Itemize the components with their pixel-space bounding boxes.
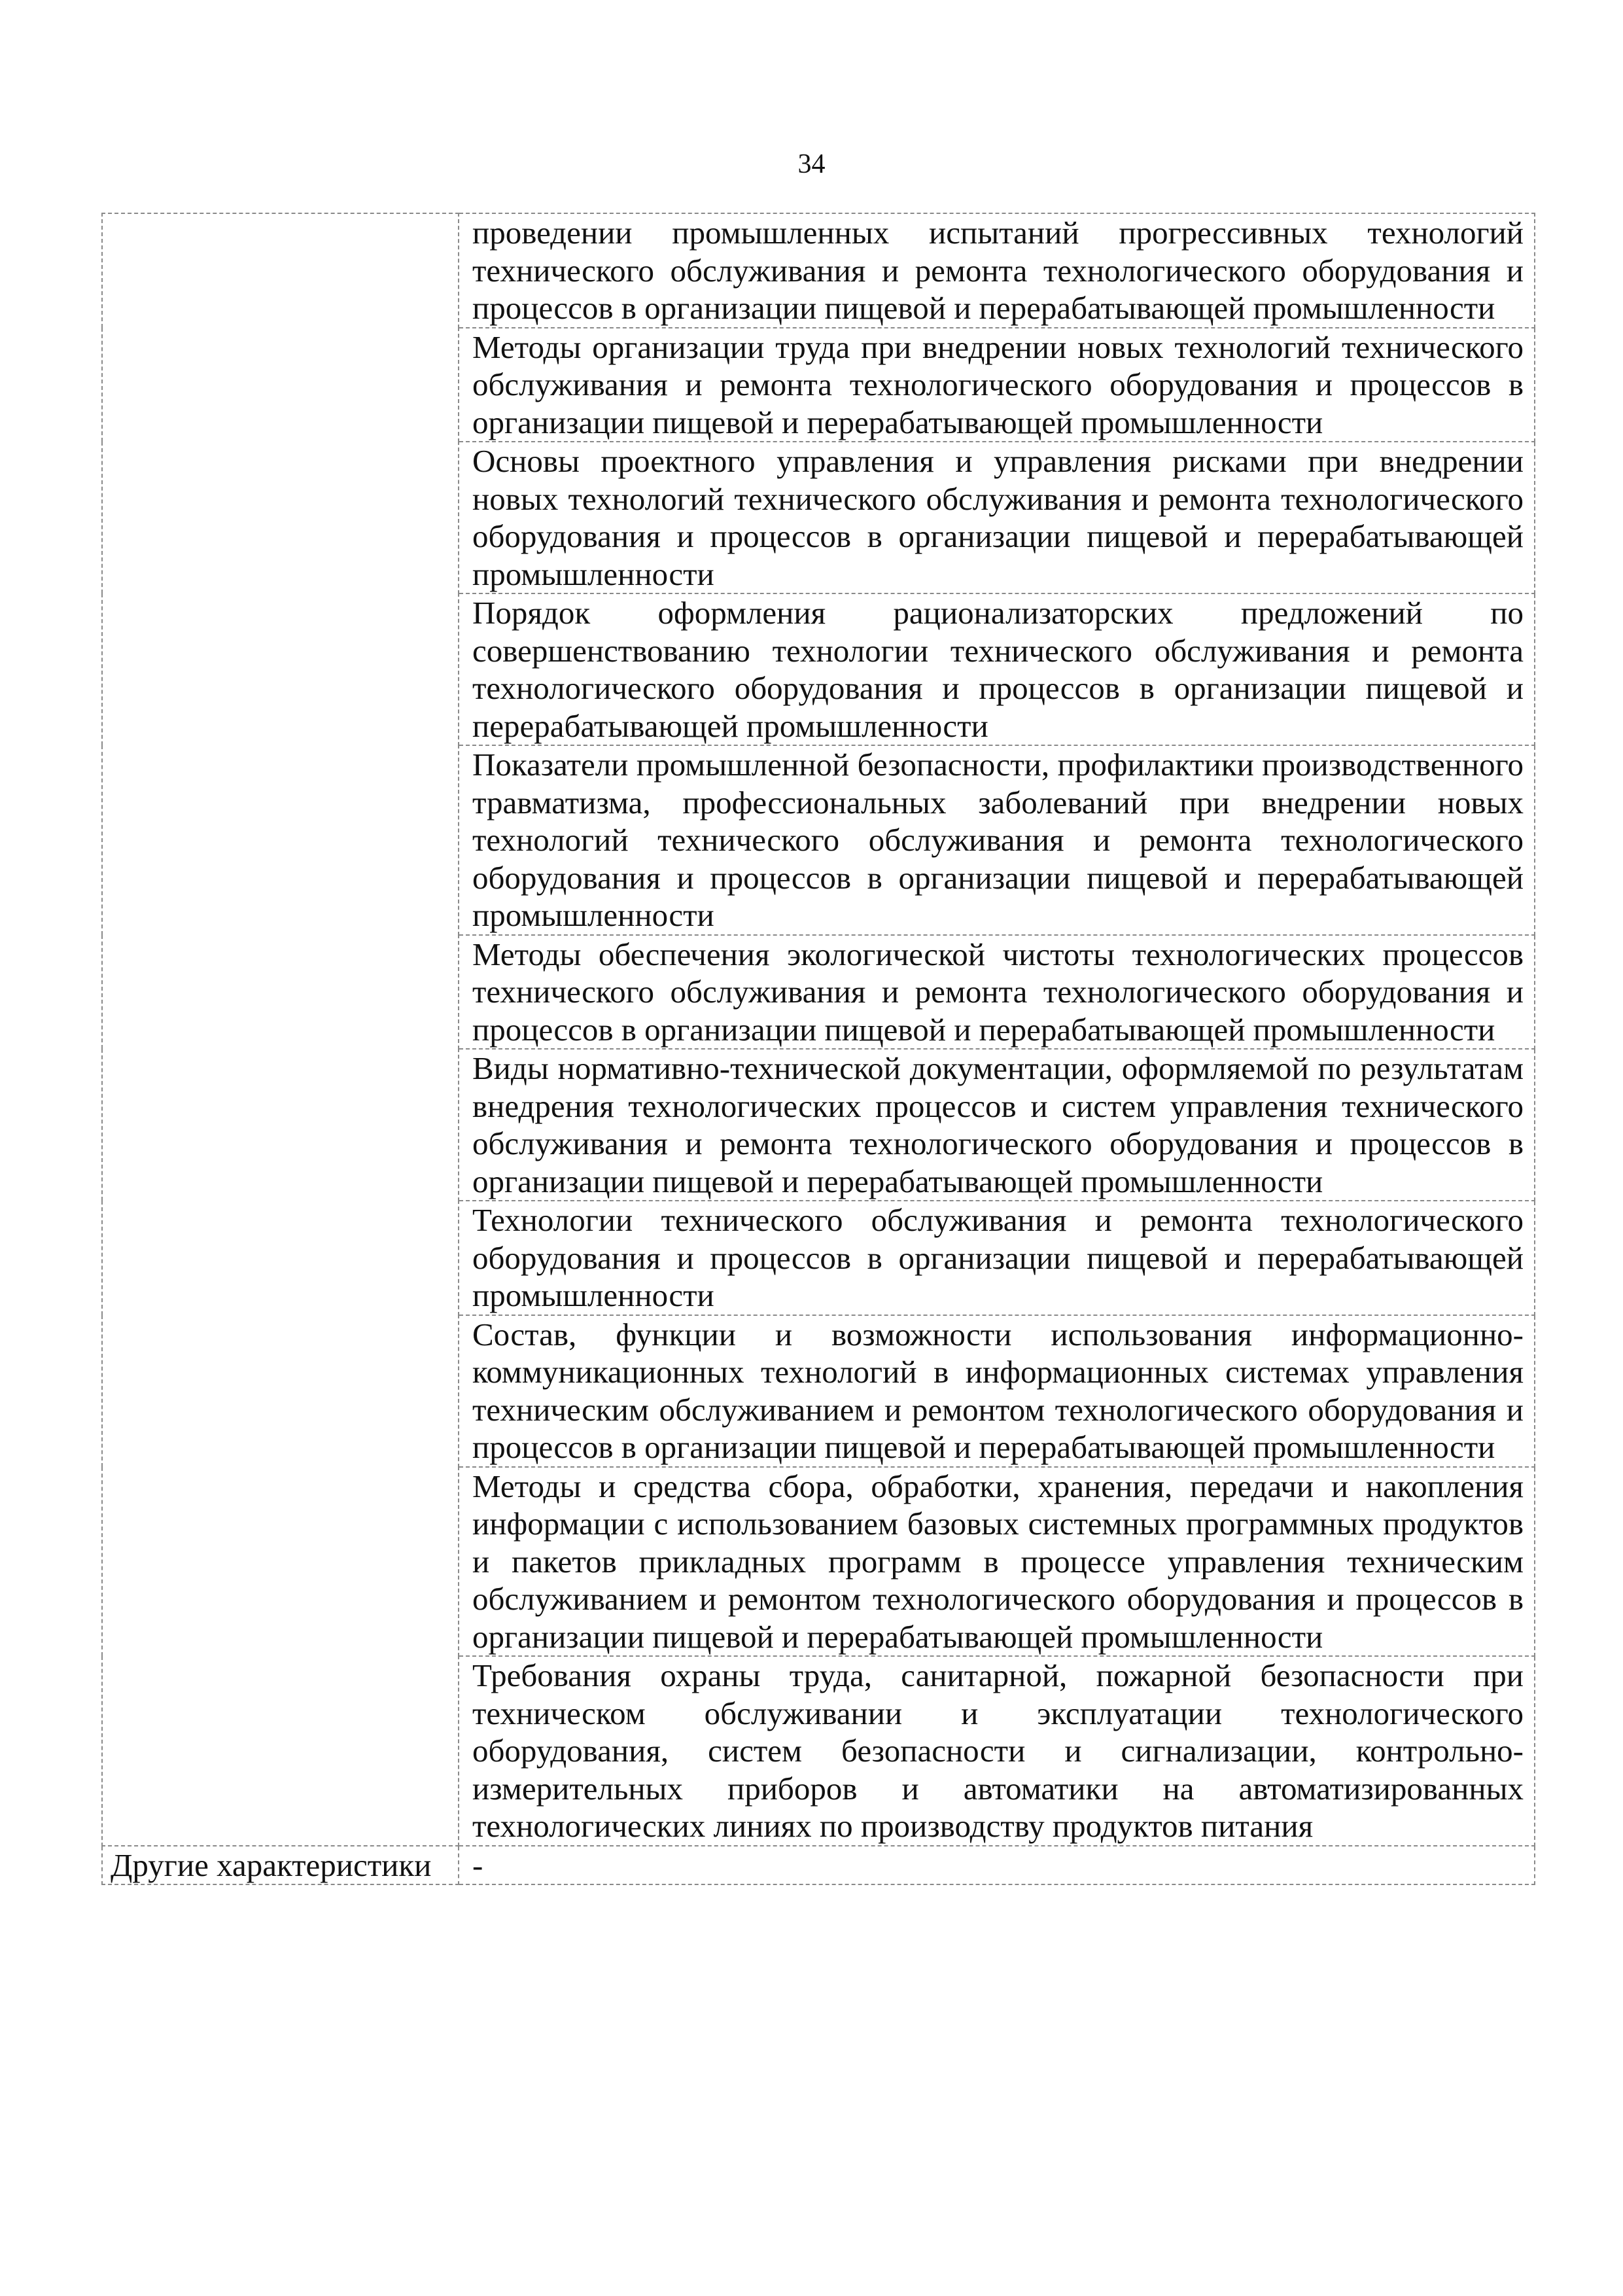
other-characteristics-label-cell: [102, 1846, 459, 1885]
knowledge-cell: [459, 1656, 1535, 1846]
knowledge-text: Методы обеспечения экологической чистоты технологических процессов технического обслуживания и ремонта технологического оборудования и процессов в организации пищевой и перерабатывающей промышленности: [472, 936, 1524, 1048]
knowledge-text: Состав, функции и возможности использования информационно-коммуникационных технологий в информационных системах управления техническим обслуживанием и ремонтом технологического оборудования и процессов в организации пищевой и перерабатывающей промышленности: [472, 1316, 1524, 1465]
knowledge-text: Требования охраны труда, санитарной, пожарной безопасности при техническом обслуживании и эксплуатации технологического оборудования, систем безопасности и сигнализации, контрольно-измерительных приборов и автоматики на автоматизированных технологических линиях по производству продуктов питания: [472, 1657, 1524, 1844]
knowledge-cell: [459, 593, 1535, 745]
knowledge-text: Основы проектного управления и управления рисками при внедрении новых технологий технического обслуживания и ремонта технологического оборудования и процессов в организации пищевой и перерабатывающей промышленности: [472, 443, 1524, 592]
requirements-table: [101, 213, 1535, 1885]
knowledge-cell: [459, 1467, 1535, 1657]
table-row: [102, 213, 1535, 328]
other-characteristics-label: Другие характеристики: [111, 1846, 432, 1883]
knowledge-cell: [459, 745, 1535, 935]
knowledge-cell: [459, 1315, 1535, 1467]
knowledge-cell: [459, 1201, 1535, 1315]
other-characteristics-value-cell: [459, 1846, 1535, 1885]
other-characteristics-value: -: [472, 1846, 483, 1883]
knowledge-text: проведении промышленных испытаний прогрессивных технологий технического обслуживания и ремонта технологического оборудования и процессов в организации пищевой и перерабатывающей промышленности: [472, 215, 1524, 326]
knowledge-text: Виды нормативно-технической документации, оформляемой по результатам внедрения технологических процессов и систем управления технического обслуживания и ремонта технологического оборудования и процессов в организации пищевой и перерабатывающей промышленности: [472, 1050, 1524, 1199]
knowledge-cell: [459, 213, 1535, 328]
knowledge-cell: [459, 935, 1535, 1050]
knowledge-text: Порядок оформления рационализаторских предложений по совершенствованию технологии технического обслуживания и ремонта технологического оборудования и процессов в организации пищевой и перерабатывающей промышленности: [472, 595, 1524, 744]
knowledge-text: Технологии технического обслуживания и ремонта технологического оборудования и процессов в организации пищевой и перерабатывающей промышленности: [472, 1202, 1524, 1313]
knowledge-cell: [459, 1049, 1535, 1201]
knowledge-text: Методы организации труда при внедрении новых технологий технического обслуживания и ремонта технологического оборудования и процессов в организации пищевой и перерабатывающей промышленности: [472, 328, 1524, 440]
knowledge-text: Показатели промышленной безопасности, профилактики производственного травматизма, профессиональных заболеваний при внедрении новых технологий технического обслуживания и ремонта технологического оборудования и процессов в организации пищевой и перерабатывающей промышленности: [472, 747, 1524, 933]
knowledge-cell: [459, 328, 1535, 442]
knowledge-text: Методы и средства сбора, обработки, хранения, передачи и накопления информации с использованием базовых системных программных продуктов и пакетов прикладных программ в процессе управления техническим обслуживанием и ремонтом технологического оборудования и процессов в организации пищевой и перерабатывающей промышленности: [472, 1468, 1524, 1655]
other-characteristics-row: [102, 1846, 1535, 1885]
page-number: 34: [797, 149, 826, 179]
knowledge-cell: [459, 442, 1535, 593]
left-column-cell: [102, 213, 459, 1846]
